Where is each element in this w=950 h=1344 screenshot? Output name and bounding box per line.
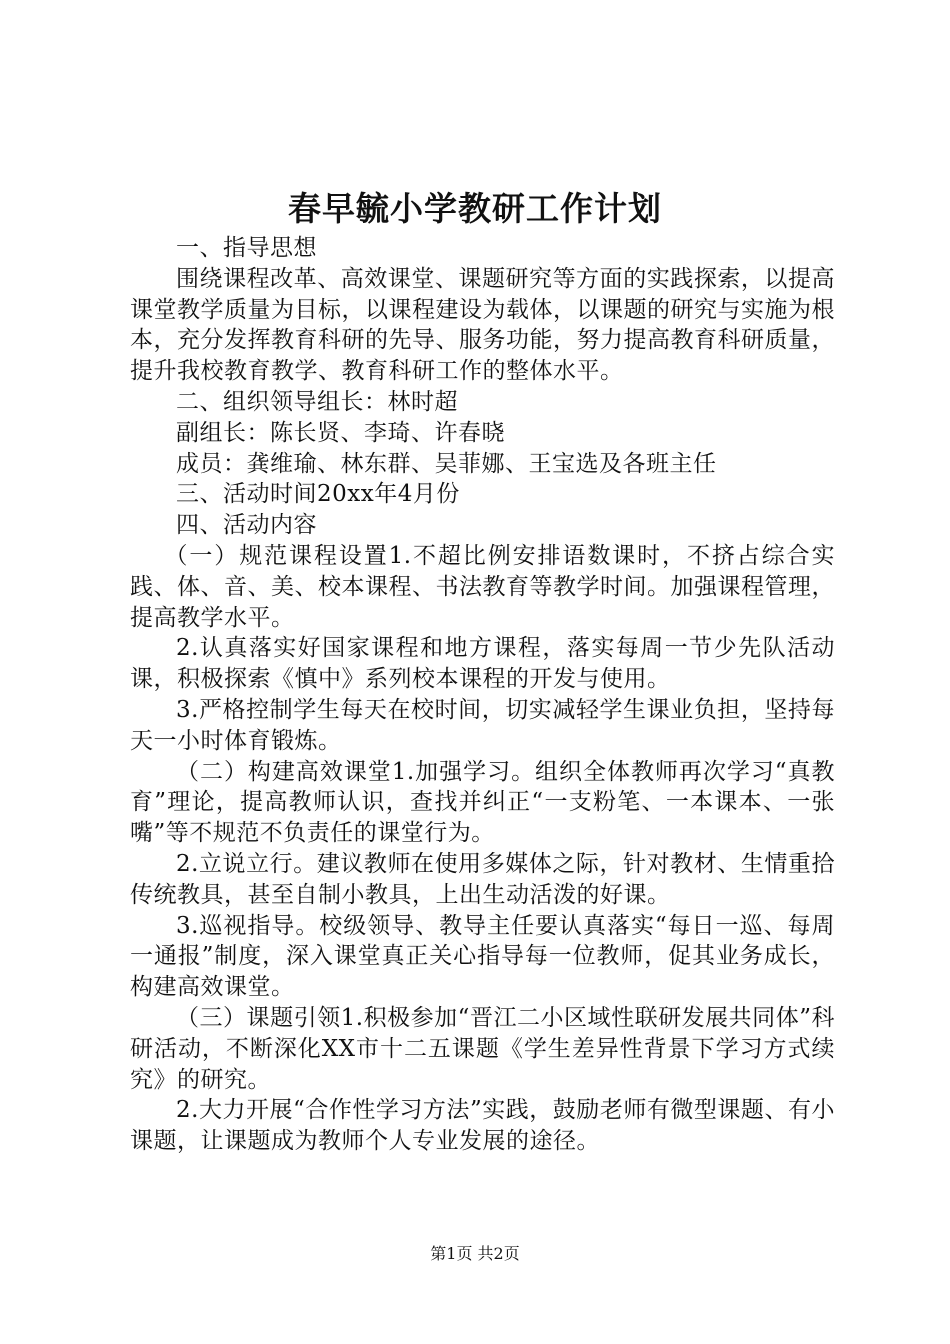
- paragraph-deputy-leaders: 副组长：陈长贤、李琦、许春晓: [176, 419, 505, 446]
- document-title: 春早毓小学教研工作计划: [288, 189, 662, 228]
- paragraph-guiding-idea: 围绕课程改革、高效课堂、课题研究等方面的实践探索，以提高课堂教学质量为目标，以课程建设为载体，以课题的研究与实施为根本，充分发挥教育科研的先导、服务功能，努力提高教育科研质量，提升我校教育教学、教育科研工作的整体水平。: [130, 265, 835, 385]
- paragraph-research-topics-item-2: 2.大力开展“合作性学习方法”实践，鼓励老师有微型课题、有小课题，让课题成为教师个人专业发展的途径。: [130, 1097, 835, 1155]
- paragraph-curriculum-item-2: 2.认真落实好国家课程和地方课程，落实每周一节少先队活动课，积极探索《慎中》系列校本课程的开发与使用。: [130, 635, 835, 693]
- paragraph-efficient-class: （二）构建高效课堂1.加强学习。组织全体教师再次学习“真教育”理论，提高教师认识，查找并纠正“一支粉笔、一本课本、一张嘴”等不规范不负责任的课堂行为。: [130, 758, 835, 847]
- section-heading-activity-time: 三、活动时间20xx年4月份: [176, 481, 460, 508]
- section-heading-activity-content: 四、活动内容: [176, 512, 317, 539]
- paragraph-curriculum-setting: （一）规范课程设置1.不超比例安排语数课时，不挤占综合实践、体、音、美、校本课程、书法教育等教学时间。加强课程管理，提高教学水平。: [130, 542, 835, 631]
- document-body: [130, 233, 835, 1157]
- section-heading-leadership: 二、组织领导组长：林时超: [176, 388, 458, 415]
- paragraph-curriculum-item-3: 3.严格控制学生每天在校时间，切实减轻学生课业负担，坚持每天一小时体育锻炼。: [130, 696, 835, 754]
- paragraph-research-topics: （三）课题引领1.积极参加“晋江二小区域性联研发展共同体”科研活动，不断深化XX市十二五课题《学生差异性背景下学习方式续究》的研究。: [130, 1004, 835, 1093]
- section-heading-guiding-idea: 一、指导思想: [176, 235, 317, 261]
- paragraph-efficient-class-item-3: 3.巡视指导。校级领导、教导主任要认真落实“每日一巡、每周一通报”制度，深入课堂真正关心指导每一位教师，促其业务成长，构建高效课堂。: [130, 912, 835, 1001]
- page-footer: 第1页 共2页: [430, 1244, 520, 1263]
- paragraph-members: 成员：龚维瑜、林东群、吴菲娜、王宝选及各班主任: [176, 450, 717, 477]
- paragraph-efficient-class-item-2: 2.立说立行。建议教师在使用多媒体之际，针对教材、生情重拾传统教具，甚至自制小教具，上出生动活泼的好课。: [130, 850, 835, 908]
